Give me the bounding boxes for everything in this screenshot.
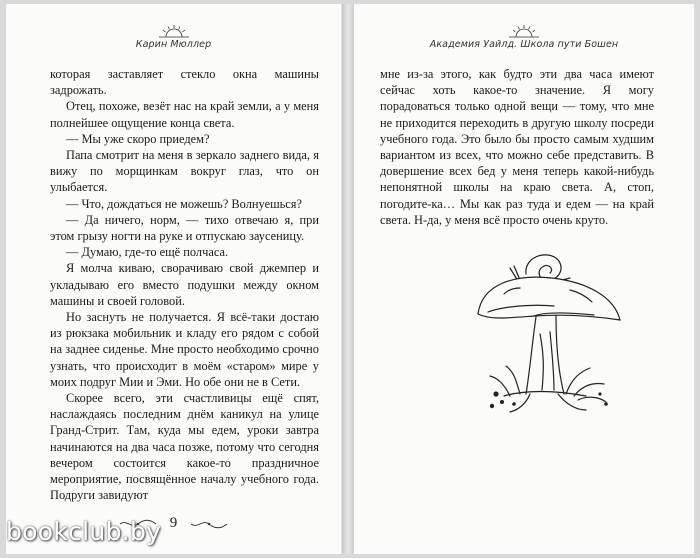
- paragraph: Папа смотрит на меня в зеркало заднего вида, я вижу по морщинкам вокруг глаз, что он улыбается.: [50, 148, 319, 195]
- paragraph: — Да ничего, норм, — тихо отвечаю я, при этом грызу ногти на руке и отпускаю заусеницу.: [50, 212, 319, 244]
- paragraph: Скорее всего, эти счастливицы ещё спят, наслаждаясь последним днём каникул на улице Гранд-Стрит. Там, куда мы едем, уроки завтра начинаются на два часа позже, потому что сегодня вечером состоится какое-то праздничное мероприятие, посвящённое началу учебного года. Подруги завидуют: [50, 391, 319, 503]
- sunrise-ornament-icon: [507, 24, 541, 38]
- paragraph: — Мы уже скоро приедем?: [66, 131, 210, 146]
- paragraph: — Что, дождаться не можешь? Волнуешься?: [66, 196, 302, 211]
- right-header: [354, 24, 694, 50]
- paragraph: Отец, похоже, везёт нас на край земли, а у меня полнейшее ощущение конца света.: [50, 99, 319, 130]
- paragraph: Я молча киваю, сворачиваю свой джемпер и укладываю его вместо подушки между окном машины и своей головой.: [50, 261, 319, 308]
- mushroom-snail-illustration-icon: [474, 244, 624, 419]
- left-page: [6, 4, 342, 554]
- book-gutter: [342, 4, 354, 554]
- left-page-text: [50, 66, 319, 503]
- running-head-author: Карин Мюллер: [135, 39, 212, 50]
- sunrise-ornament-icon: [157, 24, 191, 38]
- left-header: [6, 24, 341, 50]
- paragraph: которая заставляет стекло окна машины задрожать.: [50, 67, 319, 98]
- running-head-title: Академия Уайлд. Школа пути Бошен: [429, 39, 619, 50]
- paragraph: — Думаю, где-то ещё полчаса.: [66, 245, 229, 260]
- right-page: [354, 4, 694, 554]
- flourish-right-icon: [189, 519, 229, 529]
- page-number: 9: [169, 515, 178, 531]
- site-watermark: bookclub.by: [6, 517, 162, 546]
- right-page-text: [380, 66, 654, 228]
- paragraph: мне из-за этого, как будто эти два часа имеют сейчас хоть какое-то значение. Я могу порадоваться только одной вещи — тому, что мне не приходится переходить в другую школу посреди учебного года. Это было бы просто самым худшим вариантом из всех, что можно себе представить. В довершение всех бед у меня теперь какой-нибудь непонятной школы на краю света. А, стоп, погодите-ка… Мы как раз туда и едем — на край света. Н-да, у меня всё просто очень круто.: [380, 67, 654, 227]
- paragraph: Но заснуть не получается. Я всё-таки достаю из рюкзака мобильник и кладу его рядом с собой на заднее сиденье. Мне просто необходимо срочно узнать, что происходит в моём «старом» мире у моих подруг Мии и Эми. Но обе они не в Сети.: [50, 310, 319, 389]
